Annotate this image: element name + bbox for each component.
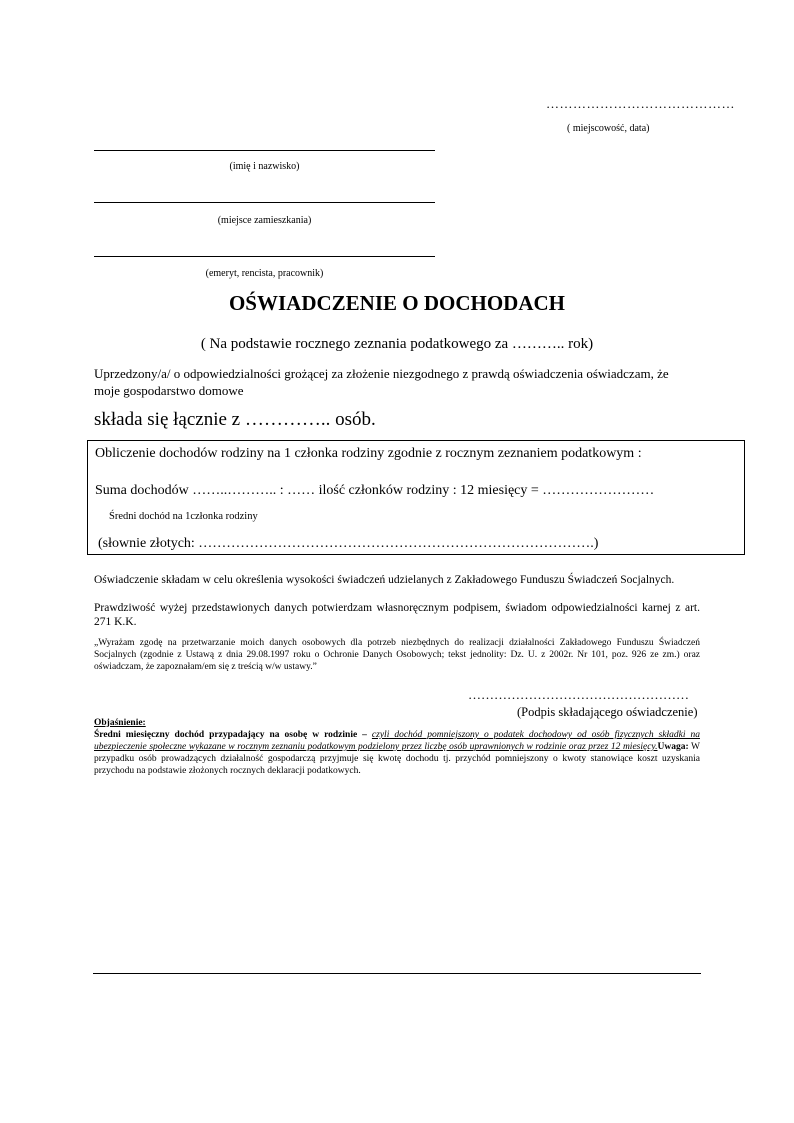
explanation-italic: czyli dochód pomniejszony o podatek dochodowy od osób fizycznych składki na ubezpieczenie społeczne wykazane w rocznym zeznaniu podatkowym podzielony przez liczbę osób uprawnionych w rodzinie oraz przez 12 miesięcy. xyxy=(94,730,700,752)
box-heading: Obliczenie dochodów rodziny na 1 członka rodziny zgodnie z rocznym zeznaniem podatkowym : xyxy=(95,446,642,461)
data-consent: „Wyrażam zgodę na przetwarzanie moich danych osobowych dla potrzeb niezbędnych do realizacji działalności Zakładowego Funduszu Świadczeń Socjalnych (zgodnie z Ustawą z dnia 29.08.1997 roku o Ochronie Danych Osobowych; tekst jednolity: Dz. U. z 2002r. Nr 101, poz. 926 ze zm.) oraz oświadczam, że zapoznałam/em się z treścią w/w ustawy.” xyxy=(94,638,700,672)
bottom-divider xyxy=(93,973,701,974)
status-line[interactable] xyxy=(94,256,435,257)
uwaga-text: W przypadku osób prowadzących działalność gospodarczą przyjmuje się kwotę dochodu tj. przychód pomniejszony o kwoty stanowiące koszt uzyskania przychodu na podstawie złożonych rocznych deklaracji podatkowych. xyxy=(94,742,701,776)
uwaga-label: Uwaga: xyxy=(657,742,689,752)
page-title: OŚWIADCZENIE O DOCHODACH xyxy=(228,291,566,315)
explanation-heading xyxy=(94,717,700,729)
place-date-dots: …………………………………… xyxy=(546,96,735,111)
residence-line[interactable] xyxy=(94,202,435,203)
signature-dots[interactable]: …………………………………………… xyxy=(468,687,689,702)
explanation-text xyxy=(94,729,700,777)
income-calculation-box xyxy=(87,440,745,555)
status-caption: (emeryt, rencista, pracownik) xyxy=(205,268,324,279)
statement-purpose: Oświadczenie składam w celu określenia wysokości świadczeń udzielanych z Zakładowego Funduszu Świadczeń Socjalnych. xyxy=(94,574,675,586)
signature-caption: (Podpis składającego oświadczenie) xyxy=(517,705,698,719)
intro-text: Uprzedzony/a/ o odpowiedzialności grożącej za złożenie niezgodnego z prawdą oświadczenia oświadczam, że moje gospodarstwo domowe xyxy=(94,366,669,398)
average-income-label: Średni dochód na 1członka rodziny xyxy=(109,511,258,522)
explanation-heading-text: Objaśnienie: xyxy=(94,718,146,728)
amount-in-words[interactable]: (słownie złotych: ………………………………………………………………………….) xyxy=(98,536,599,551)
name-caption: (imię i nazwisko) xyxy=(229,161,300,172)
income-formula[interactable]: Suma dochodów ……..……….. : …… ilość członków rodziny : 12 miesięcy = …………………… xyxy=(95,483,655,498)
statement-truth: Prawdziwość wyżej przedstawionych danych potwierdzam własnoręcznym podpisem, świadom odpowiedzialności karnej z art. 271 K.K. xyxy=(94,602,700,628)
place-date-caption: ( miejscowość, data) xyxy=(567,123,650,134)
explanation-bold: Średni miesięczny dochód przypadający na osobę w rodzinie – xyxy=(94,730,372,740)
residence-caption: (miejsce zamieszkania) xyxy=(217,215,312,226)
page-subtitle: ( Na podstawie rocznego zeznania podatkowego za ……….. rok) xyxy=(200,336,594,352)
name-line[interactable] xyxy=(94,150,435,151)
household-size: składa się łącznie z ………….. osób. xyxy=(94,409,376,430)
